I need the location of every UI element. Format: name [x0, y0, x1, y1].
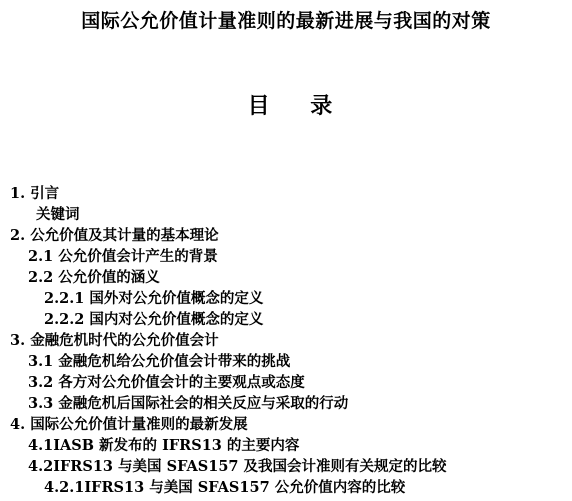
toc-entry — [0, 204, 572, 225]
toc-entry-number: 3.1 — [28, 353, 59, 370]
toc-entry-text: 引言 — [30, 185, 60, 202]
toc-entry — [0, 309, 572, 330]
toc-entry-text: 国际公允价值计量准则的最新发展 — [30, 416, 248, 433]
toc-entry — [0, 477, 572, 498]
toc-entry — [0, 330, 572, 351]
toc-entry — [0, 246, 572, 267]
toc-entry-number: 4. — [10, 416, 31, 433]
toc-entry — [0, 288, 572, 309]
toc-entry-text: 国外对公允价值概念的定义 — [89, 290, 264, 307]
toc-entry-text: 金融危机时代的公允价值会计 — [30, 332, 219, 349]
document-title: 国际公允价值计量准则的最新进展与我国的对策 — [81, 10, 491, 32]
toc-entry-number: 2. — [10, 227, 31, 244]
toc-entry-number: 4.2.1 — [44, 479, 85, 496]
toc-entry-number: 2.2 — [28, 269, 59, 286]
toc-entry-text: IFRS13 与美国 SFAS157 公允价值内容的比较 — [84, 479, 406, 496]
toc-entry — [0, 414, 572, 435]
toc-entry-text: 公允价值会计产生的背景 — [58, 248, 218, 265]
toc-entry-number: 2.2.2 — [44, 311, 90, 328]
toc-entry-number: 4.1 — [28, 437, 54, 454]
toc-entry-text: 各方对公允价值会计的主要观点或态度 — [58, 374, 305, 391]
toc-entry-text: 国内对公允价值概念的定义 — [89, 311, 264, 328]
toc-entry — [0, 183, 572, 204]
toc-entry — [0, 456, 572, 477]
toc-entry-number: 3. — [10, 332, 31, 349]
toc-entry-number: 3.3 — [28, 395, 59, 412]
toc-entry — [0, 225, 572, 246]
toc-entry-text: IFRS13 与美国 SFAS157 及我国会计准则有关规定的比较 — [53, 458, 447, 475]
toc-entry-text: 公允价值的涵义 — [58, 269, 160, 286]
toc-entry-text: 金融危机后国际社会的相关反应与采取的行动 — [58, 395, 349, 412]
toc-entry-text: 关键词 — [36, 206, 80, 223]
toc-entry — [0, 372, 572, 393]
toc-entry — [0, 393, 572, 414]
toc-entry — [0, 267, 572, 288]
toc-entry — [0, 351, 572, 372]
toc-entry-number: 2.2.1 — [44, 290, 90, 307]
toc-entry-number: 4.2 — [28, 458, 54, 475]
toc-entry-text: 公允价值及其计量的基本理论 — [30, 227, 219, 244]
toc-entry-number: 1. — [10, 185, 31, 202]
table-of-contents — [0, 183, 572, 498]
toc-entry-number: 3.2 — [28, 374, 59, 391]
toc-entry-number: 2.1 — [28, 248, 59, 265]
toc-entry — [0, 435, 572, 456]
toc-entry-text: IASB 新发布的 IFRS13 的主要内容 — [53, 437, 300, 454]
toc-entry-text: 金融危机给公允价值会计带来的挑战 — [58, 353, 291, 370]
toc-heading: 目 录 — [247, 93, 335, 119]
